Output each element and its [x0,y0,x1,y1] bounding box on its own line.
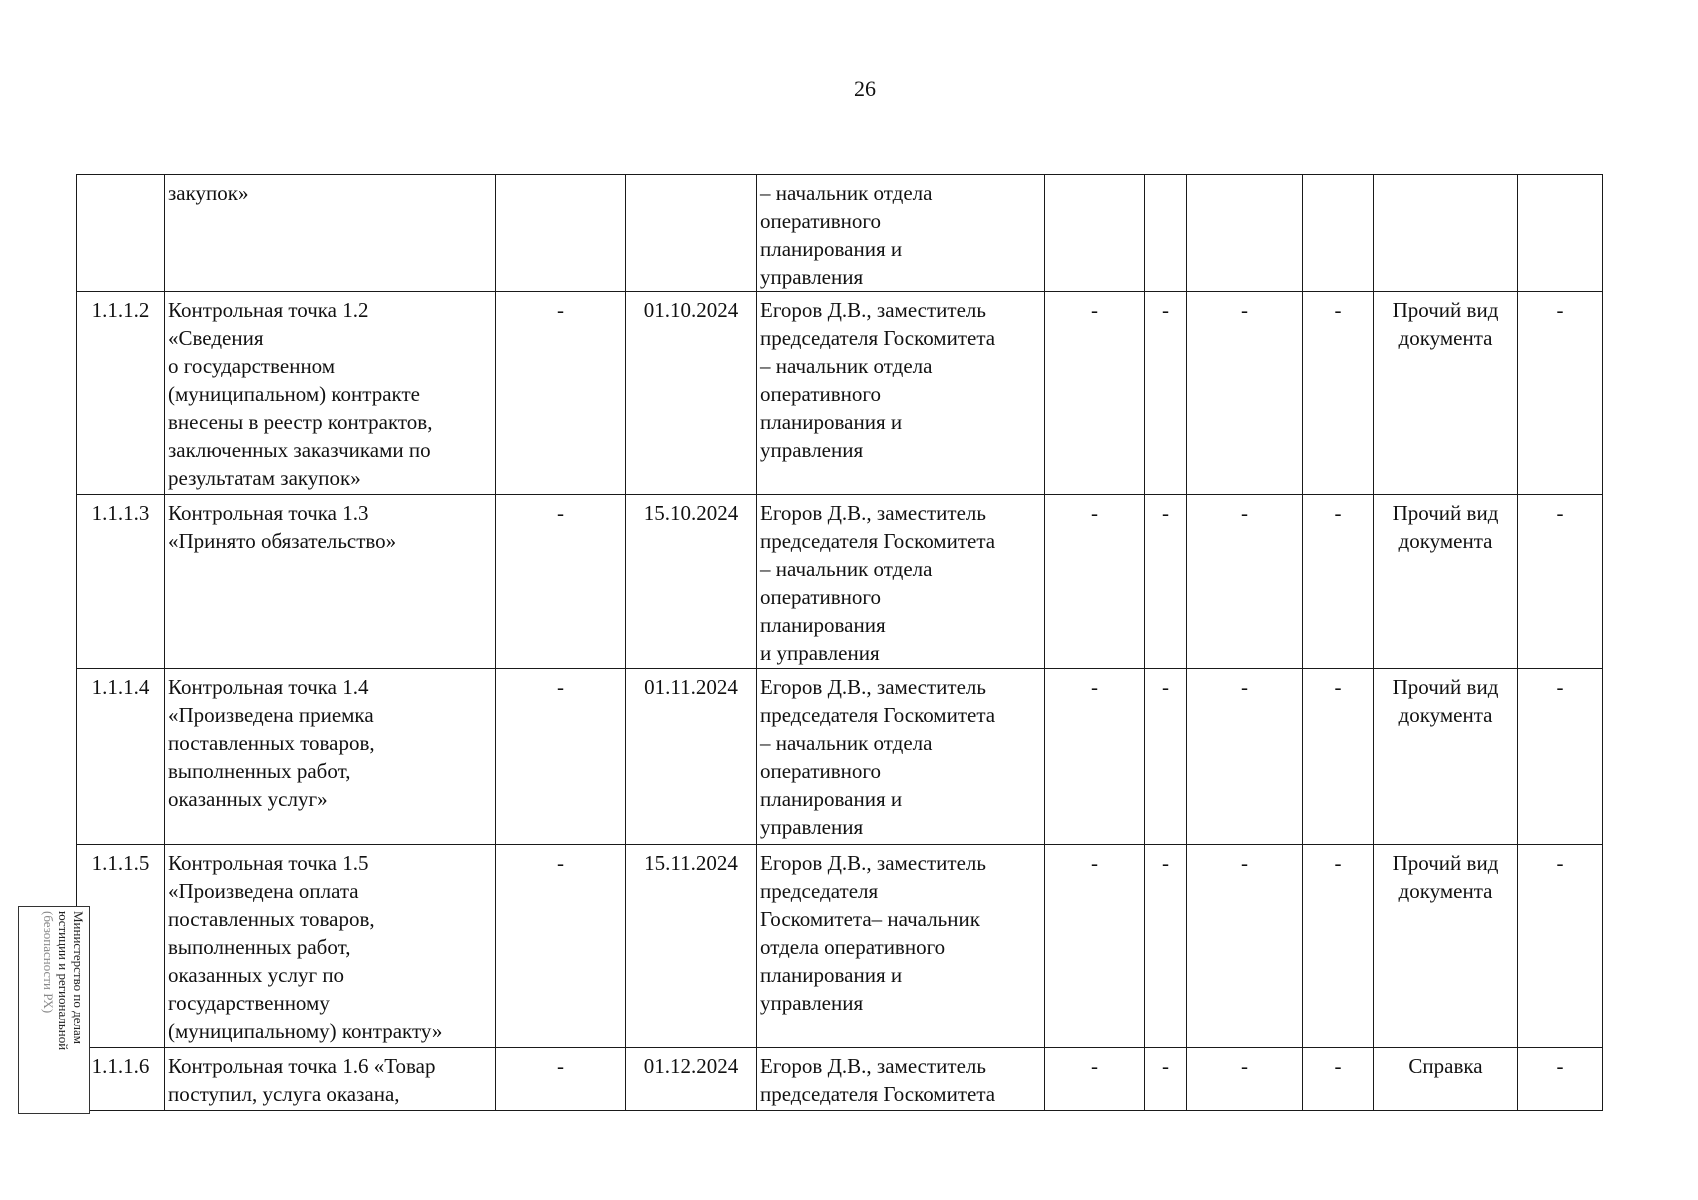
responsible-person: Егоров Д.В., заместитель председателя Госкомитета– начальник отдела оперативного планирования и управления [757,845,1045,1048]
deadline-date: 01.12.2024 [626,1048,757,1111]
cell-col3: - [496,669,626,845]
deadline-date: 01.10.2024 [626,292,757,495]
table-row [77,845,1603,1048]
row-number: 1.1.1.5 [77,845,165,1048]
responsible-person: Егоров Д.В., заместитель председателя Госкомитета [757,1048,1045,1111]
cell-col6: - [1045,1048,1145,1111]
cell-col11: - [1518,669,1603,845]
page-number: 26 [854,76,876,101]
cell-col3: - [496,495,626,669]
cell-col7: - [1145,669,1187,845]
cell-col11 [1518,175,1603,292]
responsible-person: Егоров Д.В., заместитель председателя Госкомитета – начальник отдела оперативного планирования и управления [757,669,1045,845]
table-row [77,175,1603,292]
cell-col7: - [1145,845,1187,1048]
cell-col9: - [1303,495,1374,669]
cell-col11: - [1518,845,1603,1048]
cell-col8 [1187,175,1303,292]
document-type: Прочий вид документа [1374,669,1518,845]
table-row [77,669,1603,845]
cell-col8: - [1187,845,1303,1048]
cell-col9: - [1303,292,1374,495]
cell-col11: - [1518,495,1603,669]
cell-col7: - [1145,495,1187,669]
cell-col6: - [1045,495,1145,669]
control-point-name: Контрольная точка 1.6 «Товар поступил, услуга оказана, [165,1048,496,1111]
document-type: Прочий вид документа [1374,845,1518,1048]
document-type: Прочий вид документа [1374,495,1518,669]
row-number: 1.1.1.4 [77,669,165,845]
control-point-name: закупок» [165,175,496,292]
cell-col7: - [1145,1048,1187,1111]
cell-col3: - [496,845,626,1048]
plan-table [76,174,1603,1111]
stamp-line-3: (безопасности РХ) [41,911,56,1014]
responsible-person: – начальник отдела оперативного планирования и управления [757,175,1045,292]
cell-col8: - [1187,495,1303,669]
cell-col7: - [1145,292,1187,495]
control-point-name: Контрольная точка 1.4 «Произведена приемка поставленных товаров, выполненных работ, оказанных услуг» [165,669,496,845]
cell-col9: - [1303,1048,1374,1111]
table-row [77,495,1603,669]
cell-col9: - [1303,845,1374,1048]
responsible-person: Егоров Д.В., заместитель председателя Госкомитета – начальник отдела оперативного планирования и управления [757,495,1045,669]
cell-col6: - [1045,292,1145,495]
document-type: Справка [1374,1048,1518,1111]
cell-col9: - [1303,669,1374,845]
cell-col6: - [1045,845,1145,1048]
table-row [77,292,1603,495]
registration-stamp [18,906,90,1114]
cell-col6 [1045,175,1145,292]
cell-col8: - [1187,292,1303,495]
row-number: 1.1.1.3 [77,495,165,669]
control-point-name: Контрольная точка 1.3 «Принято обязательство» [165,495,496,669]
stamp-line-2: юстиции и региональной [56,911,71,1051]
deadline-date: 15.10.2024 [626,495,757,669]
cell-col8: - [1187,669,1303,845]
deadline-date [626,175,757,292]
cell-col3: - [496,292,626,495]
cell-col3 [496,175,626,292]
document-type: Прочий вид документа [1374,292,1518,495]
cell-col8: - [1187,1048,1303,1111]
row-number [77,175,165,292]
cell-col11: - [1518,1048,1603,1111]
control-point-name: Контрольная точка 1.5 «Произведена оплата поставленных товаров, выполненных работ, оказанных услуг по государственному (муниципальному) контракту» [165,845,496,1048]
document-type [1374,175,1518,292]
cell-col6: - [1045,669,1145,845]
deadline-date: 15.11.2024 [626,845,757,1048]
cell-col9 [1303,175,1374,292]
cell-col3: - [496,1048,626,1111]
control-point-name: Контрольная точка 1.2 «Сведения о государственном (муниципальном) контракте внесены в реестр контрактов, заключенных заказчиками по результатам закупок» [165,292,496,495]
stamp-line-1: Министерство по делам [71,911,86,1044]
row-number: 1.1.1.6 [77,1048,165,1111]
deadline-date: 01.11.2024 [626,669,757,845]
responsible-person: Егоров Д.В., заместитель председателя Госкомитета – начальник отдела оперативного планирования и управления [757,292,1045,495]
table-row [77,1048,1603,1111]
row-number: 1.1.1.2 [77,292,165,495]
cell-col11: - [1518,292,1603,495]
cell-col7 [1145,175,1187,292]
